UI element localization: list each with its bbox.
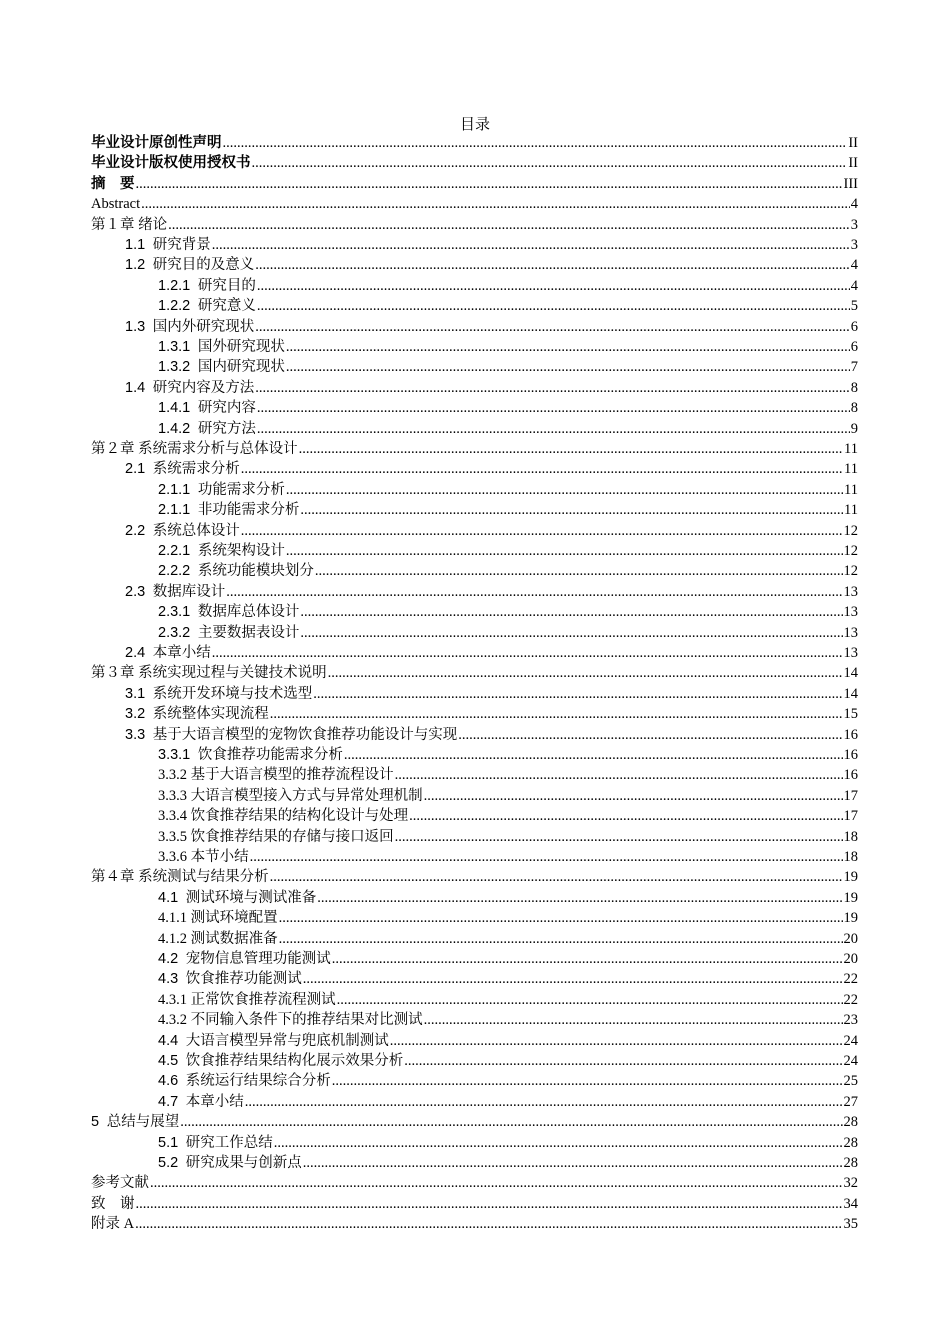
toc-page-number: 20 [843,930,858,947]
toc-leader-dots [404,1051,842,1071]
toc-leader-dots [317,888,842,908]
toc-entry-label [158,1031,389,1051]
toc-entry-label: 毕业设计版权使用授权书 [91,155,251,172]
toc-entry[interactable] [158,786,858,806]
toc-entry[interactable] [158,296,858,316]
toc-entry-label: 3.3.4 饮食推荐结果的结构化设计与处理 [158,808,409,825]
toc-entry[interactable] [158,541,858,561]
toc-entry-label [158,419,256,439]
toc-page-number: 4 [850,196,858,213]
toc-entry[interactable] [158,990,858,1010]
toc-entry-number: 4.7 [158,1093,179,1110]
toc-entry-label [158,398,256,418]
toc-leader-dots [226,582,842,602]
toc-entry-number: 5.1 [158,1134,179,1151]
toc-entry-number: 4.1 [158,889,179,906]
toc-page-number: 19 [843,889,858,906]
toc-page-number: 8 [850,400,858,417]
toc-entry-number: 1.3 [125,318,146,335]
toc-leader-dots [303,969,843,989]
toc-entry-label [158,480,285,500]
toc-entry[interactable] [91,1173,858,1193]
toc-page-number: 3 [850,216,858,233]
toc-leader-dots [299,439,843,459]
toc-entry-label [158,296,256,316]
toc-entry[interactable] [91,663,858,683]
toc-entry[interactable] [158,276,858,296]
toc-entry-number: 2.2 [125,522,146,539]
toc-entry[interactable] [158,929,858,949]
toc-entry-text: 研究内容及方法 [149,379,255,396]
toc-page-number: 18 [843,849,858,865]
toc-entry[interactable] [158,806,858,826]
toc-entry-label: 4.1.1 测试环境配置 [158,910,278,927]
toc-entry[interactable] [125,235,858,255]
toc-entry[interactable] [125,643,858,663]
toc-entry-text: 系统开发环境与技术选型 [149,685,313,702]
toc-entry[interactable] [158,1071,858,1091]
toc-page-number: 20 [843,951,858,967]
toc-entry-text: 本章小结 [182,1093,244,1110]
toc-page-number: 13 [843,624,858,641]
toc-leader-dots [270,704,843,724]
toc-entry[interactable] [125,459,858,479]
toc-entry-label [125,704,269,724]
toc-entry-label [158,337,285,357]
toc-entry-label: 第３章 系统实现过程与关键技术说明 [91,665,327,682]
toc-page-number: 11 [844,461,858,478]
toc-leader-dots [409,806,842,826]
toc-entry-number: 2.2.2 [158,563,191,580]
toc-entry-text: 国内外研究现状 [149,318,255,335]
toc-leader-dots [270,867,843,887]
toc-entry-number: 2.3.1 [158,604,191,621]
toc-entry-text: 系统架构设计 [194,543,285,559]
toc-entry-label [91,1112,179,1132]
toc-entry[interactable] [91,1214,858,1234]
toc-leader-dots [328,663,843,683]
toc-entry-number: 4.4 [158,1032,179,1049]
toc-page-number: 12 [843,563,858,580]
toc-leader-dots [252,153,848,173]
toc-leader-dots [395,827,843,847]
toc-entry[interactable] [158,1133,858,1153]
toc-entry-text: 研究背景 [149,237,211,253]
toc-entry-label: 第２章 系统需求分析与总体设计 [91,441,298,457]
toc-entry[interactable] [125,378,858,398]
toc-page-number: 5 [850,298,858,315]
toc-leader-dots [286,541,843,561]
toc-entry-number: 1.3.1 [158,339,191,355]
toc-entry-label [158,1153,302,1173]
toc-entry-text: 数据库总体设计 [194,604,300,621]
toc-entry[interactable] [158,888,858,908]
toc-entry[interactable] [91,439,858,459]
toc-entry-text: 研究目的及意义 [149,257,255,274]
toc-page-number: 16 [843,726,858,743]
toc-entry[interactable] [158,827,858,847]
toc-entry-number: 1.2.2 [158,298,191,315]
toc-entry-label [158,357,285,377]
toc-leader-dots [313,684,842,704]
toc-leader-dots [279,908,843,928]
toc-entry-label: 4.3.2 不同输入条件下的推荐结果对比测试 [158,1012,423,1029]
toc-entry-text: 系统总体设计 [149,522,240,539]
toc-page-number: 4 [850,257,858,274]
toc-entry[interactable] [158,1092,858,1112]
toc-page-number: 25 [843,1073,858,1090]
toc-leader-dots [241,521,843,541]
toc-entry-number: 2.1.1 [158,502,191,519]
toc-leader-dots [303,1153,843,1173]
toc-entry-label: 3.3.2 基于大语言模型的推荐流程设计 [158,767,394,784]
toc-entry-text: 非功能需求分析 [194,502,300,519]
toc-entry-label [158,969,302,989]
toc-entry[interactable] [125,317,858,337]
toc-leader-dots [286,357,850,377]
toc-entry-label: 3.3.6 本节小结 [158,849,249,865]
toc-leader-dots [257,276,850,296]
toc-page-number: 12 [843,543,858,559]
toc-entry[interactable] [91,133,858,153]
toc-entry[interactable] [158,847,858,867]
toc-page-number: 13 [843,645,858,661]
toc-entry-text: 国内研究现状 [194,359,285,376]
toc-entry-label [158,1133,273,1153]
toc-page-number: 22 [843,971,858,988]
toc-page-number: 28 [843,1155,858,1171]
toc-entry-text: 功能需求分析 [194,481,285,498]
toc-page-number: 32 [843,1175,858,1192]
toc-entry-number: 1.4.1 [158,400,191,417]
toc-entry-text: 研究成果与创新点 [182,1155,302,1171]
toc-entry-label [158,541,285,561]
toc-entry-text: 饮食推荐结果结构化展示效果分析 [182,1053,404,1069]
toc-leader-dots [250,847,843,867]
toc-leader-dots [337,990,843,1010]
toc-leader-dots [257,398,850,418]
toc-entry-label [125,725,457,745]
toc-leader-dots [424,786,843,806]
toc-page-number: 28 [843,1134,858,1151]
toc-page-number: 34 [843,1195,858,1212]
toc-entry-label [158,276,256,296]
toc-entry[interactable] [158,337,858,357]
toc-page-number: 17 [843,808,858,825]
toc-entry-number: 1.4.2 [158,420,191,437]
toc-page-number: 35 [843,1216,858,1233]
toc-page-number: 4 [850,277,858,294]
toc-entry[interactable] [158,623,858,643]
toc-entry-number: 2.3.2 [158,624,191,641]
toc-leader-dots [136,174,843,194]
toc-entry[interactable] [158,561,858,581]
toc-entry-text: 国外研究现状 [194,339,285,355]
toc-page-number: II [848,155,858,172]
toc-entry-label: 摘 要 [91,175,135,192]
toc-entry[interactable] [158,1051,858,1071]
toc-entry[interactable] [158,500,858,520]
toc-entry[interactable] [125,684,858,704]
toc-leader-dots [300,623,842,643]
toc-entry-label [158,1071,331,1091]
toc-entry-number: 1.2 [125,257,146,274]
toc-entry[interactable] [158,602,858,622]
toc-entry[interactable] [158,398,858,418]
toc-entry-number: 4.6 [158,1073,179,1090]
toc-entry-label [158,1051,403,1071]
toc-page-number: 6 [850,339,858,355]
toc-entry-number: 3.2 [125,706,146,723]
toc-entry-number: 2.1.1 [158,481,191,498]
toc-entry-number: 2.2.1 [158,543,191,559]
toc-entry-label [158,561,314,581]
toc-page-number: 12 [843,522,858,539]
toc-entry[interactable] [158,765,858,785]
toc-page-number: 22 [843,991,858,1008]
toc-entry-label: 3.3.5 饮食推荐结果的存储与接口返回 [158,828,394,845]
toc-entry-text: 饮食推荐功能需求分析 [194,747,343,763]
toc-entry-number: 2.1 [125,461,146,478]
toc-entry-text: 研究意义 [194,298,256,315]
toc-leader-dots [135,1214,842,1234]
toc-leader-dots [424,1010,843,1030]
toc-page-number: 3 [850,237,858,253]
toc-entry-text: 主要数据表设计 [194,624,300,641]
toc-entry-text: 大语言模型异常与兜底机制测试 [182,1032,389,1049]
toc-leader-dots [274,1133,843,1153]
toc-title: 目录 [459,117,490,133]
toc-entry-label: 3.3.3 大语言模型接入方式与异常处理机制 [158,787,423,804]
toc-entry-text: 系统功能模块划分 [194,563,314,580]
toc-entry[interactable] [91,194,858,214]
toc-entry-number: 2.3 [125,583,146,600]
toc-entry[interactable] [125,582,858,602]
toc-entry-text: 本章小结 [149,645,211,661]
toc-entry-number: 1.2.1 [158,277,191,294]
toc-leader-dots [332,949,843,969]
toc-entry-label [158,1092,244,1112]
toc-page-number: 19 [843,910,858,927]
toc-entry-text: 系统运行结果综合分析 [182,1073,331,1090]
toc-entry-label [125,582,225,602]
toc-entry-text: 宠物信息管理功能测试 [182,951,331,967]
toc-leader-dots [150,1173,843,1193]
toc-entry-label [158,949,331,969]
toc-entry-label [125,459,240,479]
toc-page-number: 15 [843,706,858,723]
toc-leader-dots [223,133,848,153]
toc-entry-label: 4.3.1 正常饮食推荐流程测试 [158,991,336,1008]
toc-entry[interactable] [158,1153,858,1173]
toc-entry[interactable] [91,1194,858,1214]
toc-entry[interactable] [158,969,858,989]
toc-entry[interactable] [158,949,858,969]
toc-entry-number: 3.3.1 [158,747,191,763]
toc-entry[interactable] [125,704,858,724]
toc-entry-label: 第４章 系统测试与结果分析 [91,869,269,886]
toc-page-number: 8 [850,379,858,396]
toc-page-number: 14 [843,685,858,702]
toc-leader-dots [141,194,850,214]
toc-entry-label [125,521,240,541]
toc-entry-number: 1.3.2 [158,359,191,376]
toc-page-number: 7 [850,359,858,376]
toc-page-number: 16 [843,747,858,763]
toc-page-number: 11 [844,481,858,498]
toc-entry-label: 参考文献 [91,1175,149,1192]
toc-page-number: 24 [843,1053,858,1069]
toc-page-number: 13 [843,583,858,600]
toc-entry-number: 4.3 [158,971,179,988]
toc-page-number: 6 [850,318,858,335]
toc-page-number: 23 [843,1012,858,1029]
toc-entry[interactable] [158,1010,858,1030]
toc-leader-dots [300,602,842,622]
toc-entry-text: 研究目的 [194,277,256,294]
toc-leader-dots [255,317,849,337]
toc-entry-label [125,378,254,398]
toc-entry-text: 研究内容 [194,400,256,417]
toc-leader-dots [300,500,843,520]
toc-leader-dots [390,1031,843,1051]
toc-entry[interactable] [91,1112,858,1132]
toc-leader-dots [458,725,842,745]
toc-leader-dots [286,480,843,500]
toc-entry-number: 5.2 [158,1155,179,1171]
toc-page-number: 16 [843,767,858,784]
toc-entry-text: 测试环境与测试准备 [182,889,317,906]
toc-leader-dots [168,215,850,235]
toc-entry-text: 系统整体实现流程 [149,706,269,723]
toc-entry-label: 附录 A [91,1216,135,1233]
toc-page-number: II [848,135,858,151]
toc-page-number: 13 [843,604,858,621]
toc-entry[interactable] [158,419,858,439]
toc-page-number: 11 [844,441,858,457]
toc-entry[interactable] [125,255,858,275]
toc-entry-label [158,888,316,908]
toc-page-number: 27 [843,1093,858,1110]
toc-leader-dots [279,929,843,949]
toc-entry[interactable] [91,174,858,194]
toc-leader-dots [212,235,850,255]
toc-entry-label: Abstract [91,196,141,213]
toc-entry[interactable] [158,480,858,500]
toc-page-number: 19 [843,869,858,886]
toc-entry-number: 1.1 [125,237,146,253]
toc-entry-text: 研究工作总结 [182,1134,273,1151]
toc-leader-dots [286,337,850,357]
toc-page-number: 9 [850,420,858,437]
toc-page-number: 14 [843,665,858,682]
toc-leader-dots [212,643,843,663]
toc-page-number: III [843,175,858,192]
toc-entry-label [125,317,254,337]
toc-leader-dots [255,378,849,398]
toc-entry-number: 4.2 [158,951,179,967]
toc-entry-text: 系统需求分析 [149,461,240,478]
toc-entry[interactable] [158,1031,858,1051]
toc-entry[interactable] [158,908,858,928]
toc-entry[interactable] [158,357,858,377]
toc-entry-label [158,745,343,765]
toc-entry-label [125,235,211,255]
toc-entry-text: 数据库设计 [149,583,226,600]
toc-leader-dots [136,1194,843,1214]
toc-entry-label [158,623,299,643]
toc-entry[interactable] [91,215,858,235]
toc-entry-number: 3.3 [125,726,146,743]
toc-entry[interactable] [91,867,858,887]
toc-entry-text: 饮食推荐功能测试 [182,971,302,988]
toc-leader-dots [257,419,850,439]
toc-entry-text: 总结与展望 [103,1114,180,1131]
toc-leader-dots [255,255,849,275]
toc-entry[interactable] [125,521,858,541]
toc-entry-label: 第１章 绪论 [91,216,168,233]
toc-leader-dots [344,745,843,765]
toc-page-number: 18 [843,828,858,845]
toc-leader-dots [257,296,850,316]
toc-entry-text: 基于大语言模型的宠物饮食推荐功能设计与实现 [149,726,458,743]
toc-leader-dots [245,1092,843,1112]
toc-leader-dots [180,1112,842,1132]
toc-entry[interactable] [125,725,858,745]
toc-entry-label: 致 谢 [91,1195,135,1212]
toc-page-number: 28 [843,1114,858,1131]
toc-leader-dots [315,561,843,581]
toc-page-number: 11 [844,502,858,519]
toc-leader-dots [332,1071,843,1091]
toc-entry-number: 3.1 [125,685,146,702]
toc-leader-dots [395,765,843,785]
toc-entry[interactable] [158,745,858,765]
toc-entry-label: 4.1.2 测试数据准备 [158,930,278,947]
toc-entry-text: 研究方法 [194,420,256,437]
toc-entry-number: 1.4 [125,379,146,396]
toc-page-number: 24 [843,1032,858,1049]
toc-leader-dots [241,459,843,479]
toc-entry-label [125,255,254,275]
toc-entry-number: 4.5 [158,1053,179,1069]
toc-entry-label [158,602,299,622]
toc-entry[interactable] [91,153,858,173]
toc-entry-number: 2.4 [125,645,146,661]
toc-entry-label [158,500,299,520]
toc-page-number: 17 [843,787,858,804]
toc-entry-number: 5 [91,1114,100,1131]
toc-entry-label [125,684,312,704]
toc-entry-label: 毕业设计原创性声明 [91,135,222,151]
toc-entry-label [125,643,211,663]
